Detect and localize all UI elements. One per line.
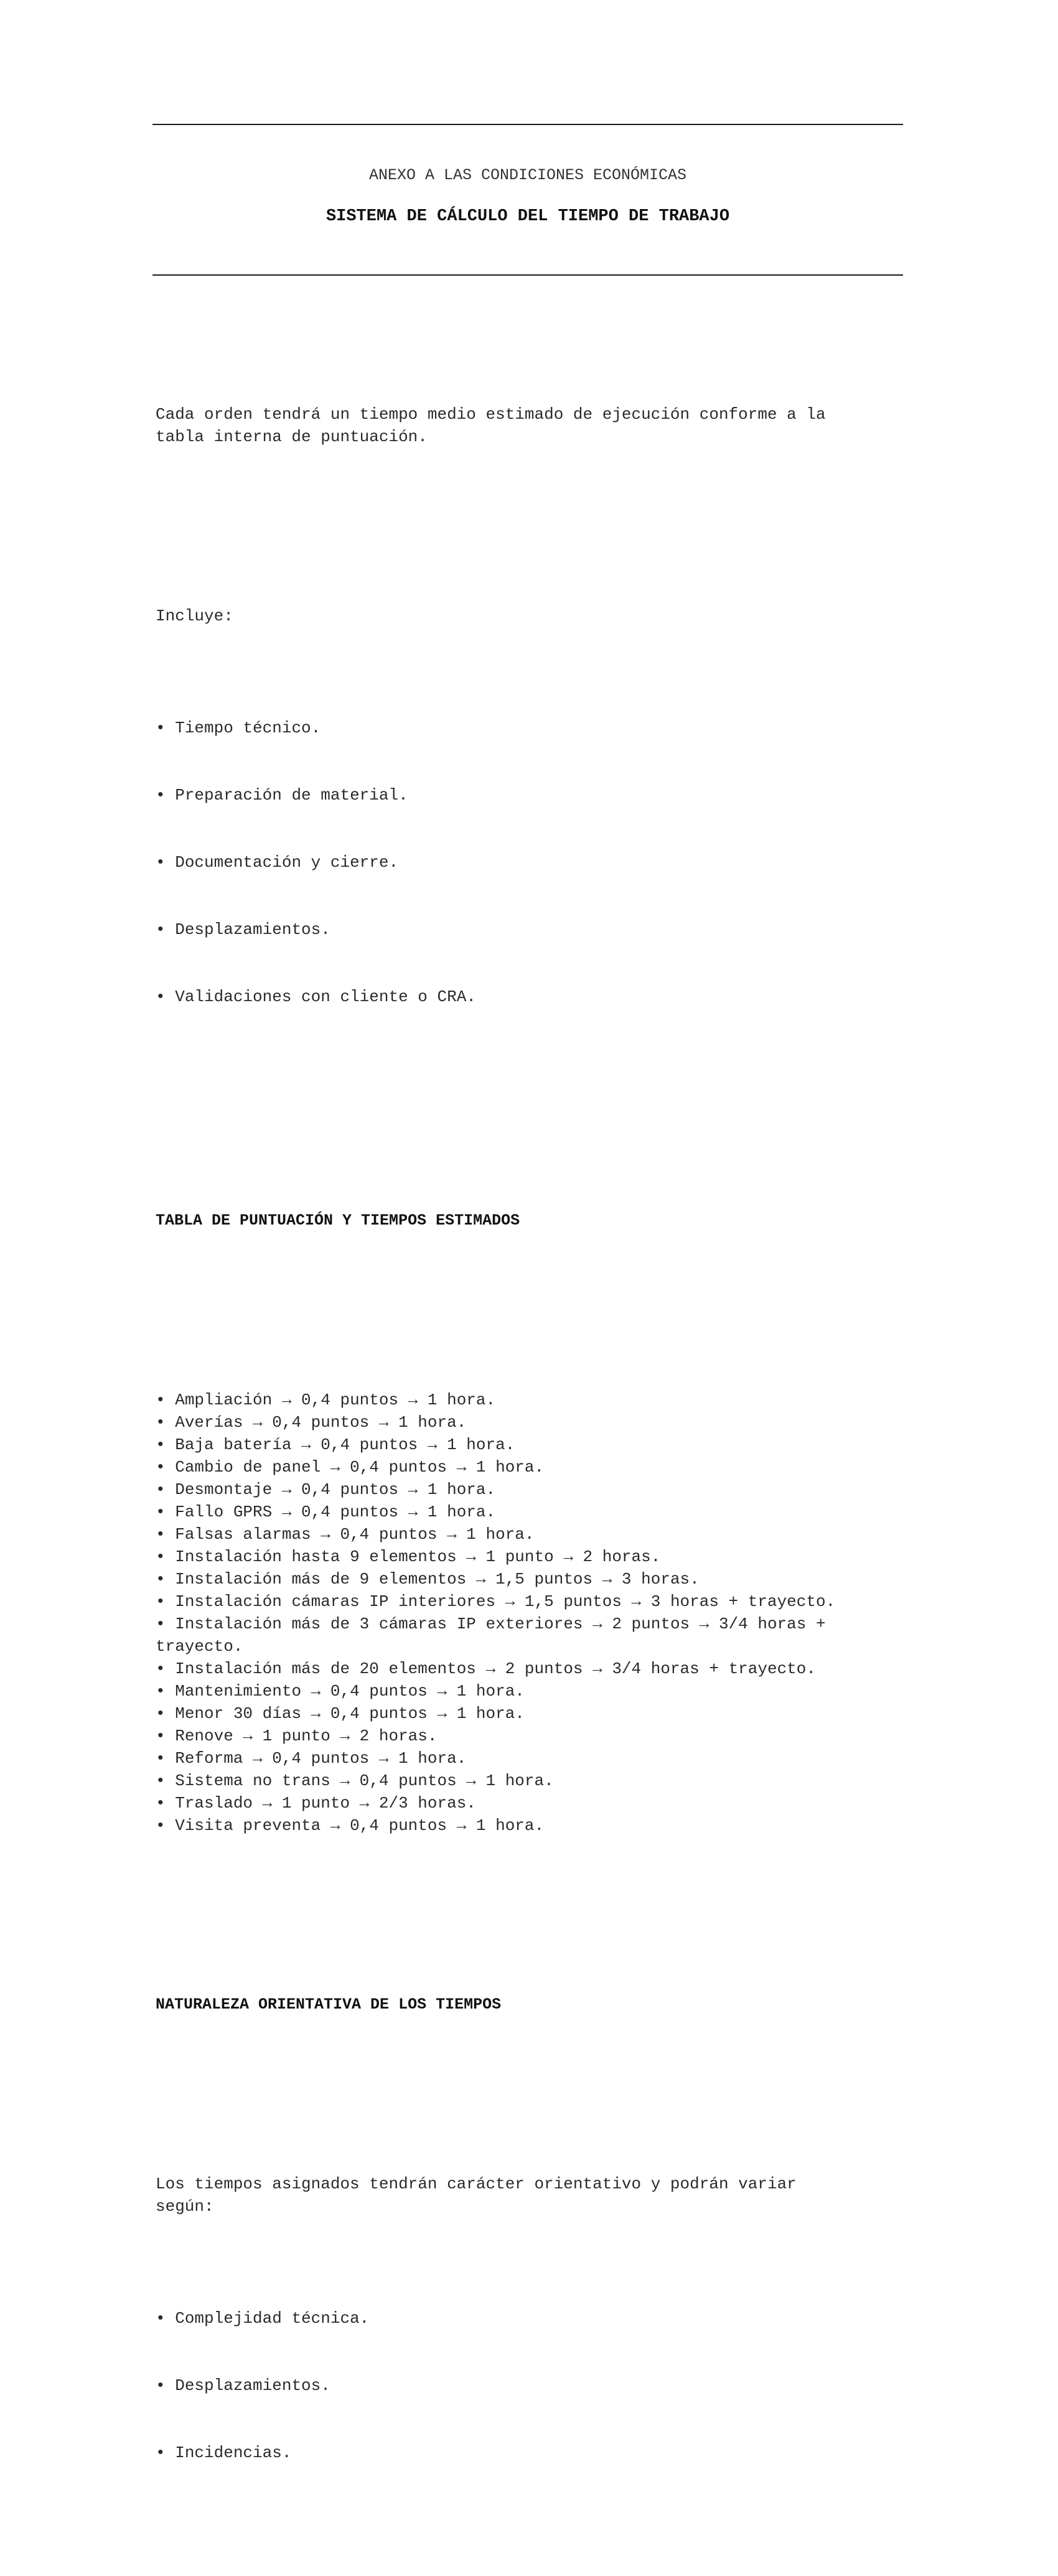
annex-subtitle: ANEXO A LAS CONDICIONES ECONÓMICAS [368,166,687,184]
list-item: • Baja batería → 0,4 puntos → 1 hora. [156,1434,884,1456]
list-item: • Desplazamientos. [156,918,909,941]
spacer [156,1904,909,1926]
spacer [156,2083,909,2106]
list-item: • Instalación más de 3 cámaras IP exteriores → 2 puntos → 3/4 horas + trayecto. [156,1613,871,1658]
list-item: • Desplazamientos. [156,2374,909,2397]
list-item: • Traslado → 1 punto → 2/3 horas. [156,1792,884,1814]
header-top-rule [152,124,903,125]
list-item: • Documentación y cierre. [156,851,909,874]
list-item: • Menor 30 días → 0,4 puntos → 1 hora. [156,1702,884,1725]
list-item: • Incidencias. [156,2442,909,2464]
list-item: • Instalación más de 20 elementos → 2 puntos → 3/4 horas + trayecto. [156,1658,884,1680]
list-item: • Fallo GPRS → 0,4 puntos → 1 hora. [156,1501,884,1523]
list-item: • Desmontaje → 0,4 puntos → 1 hora. [156,1478,884,1501]
scoring-list [156,1389,884,1837]
list-item: • Validaciones con cliente o CRA. [156,986,909,1008]
spacer [156,1299,909,1322]
list-item: • Ampliación → 0,4 puntos → 1 hora. [156,1389,884,1411]
section-title-table: TABLA DE PUNTUACIÓN Y TIEMPOS ESTIMADOS [156,1211,520,1230]
list-item: • Instalación cámaras IP interiores → 1,5 puntos → 3 horas + trayecto. [156,1590,884,1613]
list-item: • Mantenimiento → 0,4 puntos → 1 hora. [156,1680,884,1702]
list-item: • Sistema no trans → 0,4 puntos → 1 hora. [156,1770,884,1792]
list-item: • Tiempo técnico. [156,717,909,739]
list-item: • Preparación de material. [156,784,909,806]
nature-list [156,2262,909,2509]
document-body [156,336,909,2576]
list-item: • Visita preventa → 0,4 puntos → 1 hora. [156,1814,884,1837]
spacer [156,515,909,538]
includes-list [156,672,909,1053]
includes-label: Incluye: [156,607,233,625]
list-item: • Falsas alarmas → 0,4 puntos → 1 hora. [156,1523,884,1546]
list-item: • Cambio de panel → 0,4 puntos → 1 hora. [156,1456,884,1478]
header-bottom-rule [152,274,903,276]
list-item: • Instalación hasta 9 elementos → 1 punto → 2 horas. [156,1546,884,1568]
intro-paragraph: Cada orden tendrá un tiempo medio estimado de ejecución conforme a la tabla interna de puntuación. [156,405,826,446]
document-title: SISTEMA DE CÁLCULO DEL TIEMPO DE TRABAJO [325,207,730,226]
list-item: • Complejidad técnica. [156,2307,909,2330]
nature-paragraph: Los tiempos asignados tendrán carácter orientativo y podrán variar según: [156,2175,797,2216]
spacer [156,1120,909,1142]
section-title-nature: NATURALEZA ORIENTATIVA DE LOS TIEMPOS [156,1995,502,2014]
list-item: • Averías → 0,4 puntos → 1 hora. [156,1411,884,1434]
list-item: • Instalación más de 9 elementos → 1,5 puntos → 3 horas. [156,1568,884,1590]
list-item: • Renove → 1 punto → 2 horas. [156,1725,884,1747]
list-item: • Reforma → 0,4 puntos → 1 hora. [156,1747,884,1770]
